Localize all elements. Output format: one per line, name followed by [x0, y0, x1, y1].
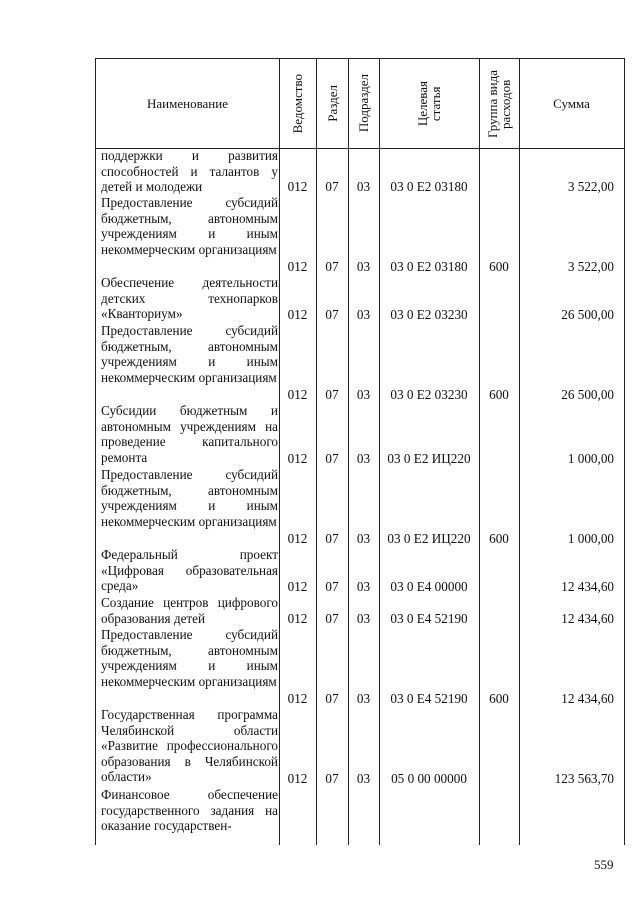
row-target-article: 05 0 00 00000 [391, 771, 467, 786]
row-subsection: 03 [356, 611, 371, 626]
row-name: поддержки и развития способностей и талантов у детей и молодежи [101, 148, 278, 195]
row-target-article: 03 0 E4 00000 [390, 579, 468, 594]
header-name [96, 59, 279, 148]
row-department: 012 [287, 451, 308, 466]
header-subsection-label: Подраздел [356, 74, 371, 133]
row-target-article: 03 0 E2 ИЦ220 [387, 531, 471, 546]
row-name: Предоставление субсидий бюджетным, автономным учреждениям и иным некоммерческим организациям [101, 467, 278, 529]
row-department: 012 [287, 259, 308, 274]
row-amount: 123 563,70 [554, 771, 614, 786]
header-subsection [348, 59, 379, 148]
row-section: 07 [325, 531, 339, 546]
row-target-article: 03 0 E2 03230 [390, 307, 468, 322]
row-section: 07 [325, 259, 339, 274]
row-subsection: 03 [356, 387, 371, 402]
row-department: 012 [287, 771, 308, 786]
row-name: Обеспечение деятельности детских технопарков «Кванториум» [101, 275, 278, 322]
row-section: 07 [325, 611, 339, 626]
row-expense-group: 600 [489, 259, 509, 274]
row-subsection: 03 [356, 259, 371, 274]
header-target-article-label: Целевая статья [415, 80, 443, 127]
header-target-article [379, 59, 479, 148]
column-divider [519, 59, 520, 845]
row-target-article: 03 0 E4 52190 [390, 611, 468, 626]
row-amount: 1 000,00 [567, 531, 614, 546]
budget-table [95, 58, 625, 845]
row-section: 07 [325, 691, 339, 706]
header-amount-label: Сумма [553, 95, 590, 111]
row-amount: 12 434,60 [561, 691, 614, 706]
row-expense-group: 600 [489, 387, 509, 402]
row-amount: 3 522,00 [567, 179, 614, 194]
row-section: 07 [325, 179, 339, 194]
row-department: 012 [287, 387, 308, 402]
header-section [316, 59, 348, 148]
row-target-article: 03 0 E2 03180 [390, 179, 468, 194]
header-expense-group [479, 59, 519, 148]
header-department [279, 59, 316, 148]
header-name-label: Наименование [147, 95, 228, 111]
page-number: 559 [594, 857, 614, 872]
row-subsection: 03 [356, 307, 371, 322]
row-expense-group: 600 [489, 531, 509, 546]
row-section: 07 [325, 451, 339, 466]
row-name: Субсидии бюджетным и автономным учреждениям на проведение капитального ремонта [101, 403, 278, 465]
row-amount: 26 500,00 [561, 387, 614, 402]
row-name: Государственная программа Челябинской области «Развитие профессионального образования в Челябинской области» [101, 707, 278, 785]
row-name: Предоставление субсидий бюджетным, автономным учреждениям и иным некоммерческим организациям [101, 627, 278, 689]
row-name: Создание центров цифрового образования детей [101, 595, 278, 626]
row-name: Финансовое обеспечение государственного задания на оказание государствен- [101, 787, 278, 834]
row-target-article: 03 0 E2 ИЦ220 [387, 451, 471, 466]
row-section: 07 [325, 771, 339, 786]
row-subsection: 03 [356, 179, 371, 194]
row-subsection: 03 [356, 579, 371, 594]
row-subsection: 03 [356, 531, 371, 546]
row-subsection: 03 [356, 691, 371, 706]
row-amount: 1 000,00 [567, 451, 614, 466]
row-department: 012 [287, 579, 308, 594]
row-department: 012 [287, 531, 308, 546]
row-section: 07 [325, 579, 339, 594]
row-amount: 12 434,60 [561, 611, 614, 626]
row-target-article: 03 0 E2 03230 [390, 387, 468, 402]
row-target-article: 03 0 E2 03180 [390, 259, 468, 274]
row-department: 012 [287, 307, 308, 322]
row-name: Федеральный проект «Цифровая образовательная среда» [101, 547, 278, 594]
row-department: 012 [287, 691, 308, 706]
row-target-article: 03 0 E4 52190 [390, 691, 468, 706]
header-amount [519, 59, 624, 148]
header-expense-group-label: Группа вида расходов [485, 69, 513, 138]
row-expense-group: 600 [489, 691, 509, 706]
row-amount: 26 500,00 [561, 307, 614, 322]
row-name: Предоставление субсидий бюджетным, автономным учреждениям и иным некоммерческим организациям [101, 195, 278, 257]
row-section: 07 [325, 387, 339, 402]
row-name: Предоставление субсидий бюджетным, автономным учреждениям и иным некоммерческим организациям [101, 323, 278, 385]
row-subsection: 03 [356, 771, 371, 786]
header-section-label: Раздел [324, 85, 340, 122]
row-amount: 12 434,60 [561, 579, 614, 594]
row-subsection: 03 [356, 451, 371, 466]
column-divider [479, 59, 480, 845]
row-department: 012 [287, 179, 308, 194]
row-amount: 3 522,00 [567, 259, 614, 274]
row-section: 07 [325, 307, 339, 322]
row-department: 012 [287, 611, 308, 626]
header-department-label: Ведомство [290, 73, 305, 134]
